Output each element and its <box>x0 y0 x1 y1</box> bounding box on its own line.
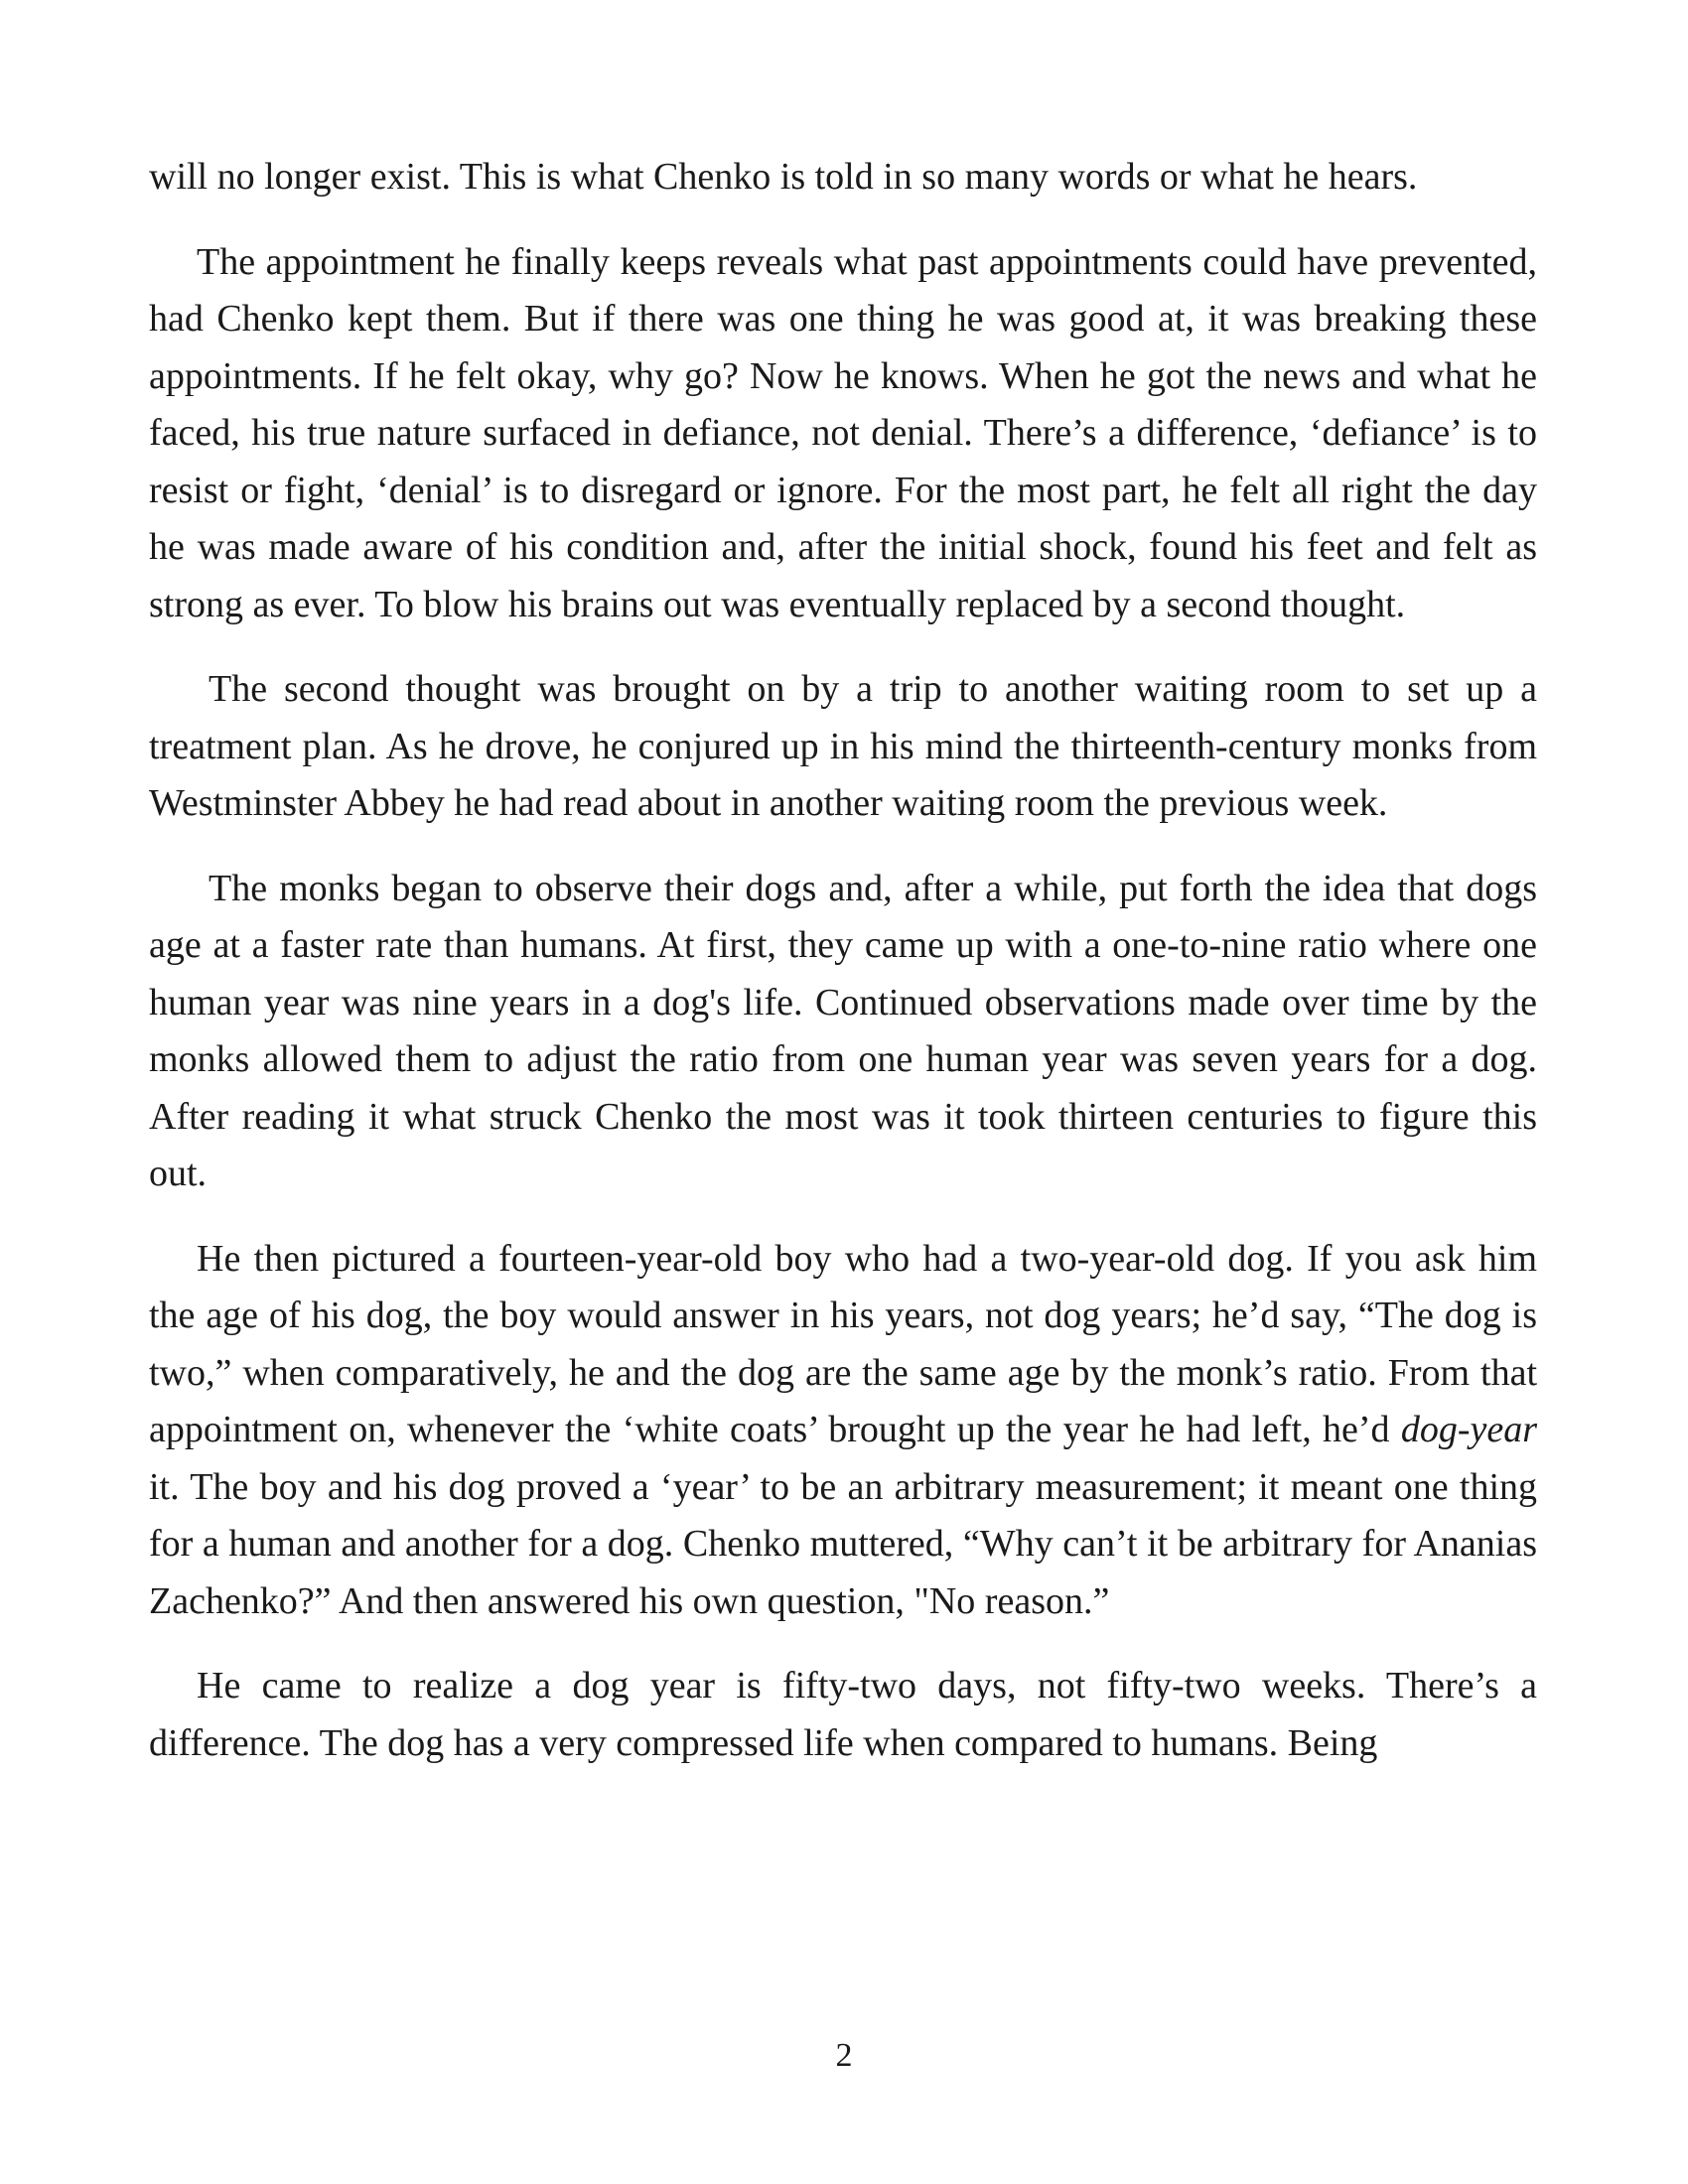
paragraph-3: The second thought was brought on by a trip to another waiting room to set up a treatment plan. As he drove, he conjured up in his mind the thirteenth-century monks from Westminster Abbey he had read about in another waiting room the previous week. <box>149 668 1537 824</box>
document-page <box>149 149 1537 2035</box>
paragraph-6: He came to realize a dog year is fifty-two days, not fifty-two weeks. There’s a difference. The dog has a very compressed life when compared to humans. Being <box>149 1665 1537 1764</box>
paragraph-1: will no longer exist. This is what Chenko is told in so many words or what he hears. <box>149 156 1418 198</box>
paragraph-5-text-after: it. The boy and his dog proved a ‘year’ to be an arbitrary measurement; it meant one thing for a human and another for a dog. Chenko muttered, “Why can’t it be arbitrary for Ananias Zachenko?” And then answered his own question, "No reason.” <box>149 1465 1537 1622</box>
paragraph-5-text-before: He then pictured a fourteen-year-old boy who had a two-year-old dog. If you ask him the age of his dog, the boy would answer in his years, not dog years; he’d say, “The dog is two,” when comparatively, he and the dog are the same age by the monk’s ratio. From that appointment on, whenever the ‘white coats’ brought up the year he had left, he’d <box>149 1237 1537 1450</box>
paragraph-4: The monks began to observe their dogs and, after a while, put forth the idea that dogs age at a faster rate than humans. At first, they came up with a one-to-nine ratio where one human year was nine years in a dog's life. Continued observations made over time by the monks allowed them to adjust the ratio from one human year was seven years for a dog. After reading it what struck Chenko the most was it took thirteen centuries to figure this out. <box>149 867 1537 1194</box>
page-number: 2 <box>835 2037 853 2074</box>
paragraph-5 <box>149 1231 1537 1631</box>
paragraph-2: The appointment he finally keeps reveals what past appointments could have prevented, had Chenko kept them. But if there was one thing he was good at, it was breaking these appointments. If he felt okay, why go? Now he knows. When he got the news and what he faced, his true nature surfaced in defiance, not denial. There’s a difference, ‘defiance’ is to resist or fight, ‘denial’ is to disregard or ignore. For the most part, he felt all right the day he was made aware of his condition and, after the initial shock, found his feet and felt as strong as ever. To blow his brains out was eventually replaced by a second thought. <box>149 240 1537 625</box>
paragraph-5-emphasis: dog-year <box>1400 1409 1537 1450</box>
